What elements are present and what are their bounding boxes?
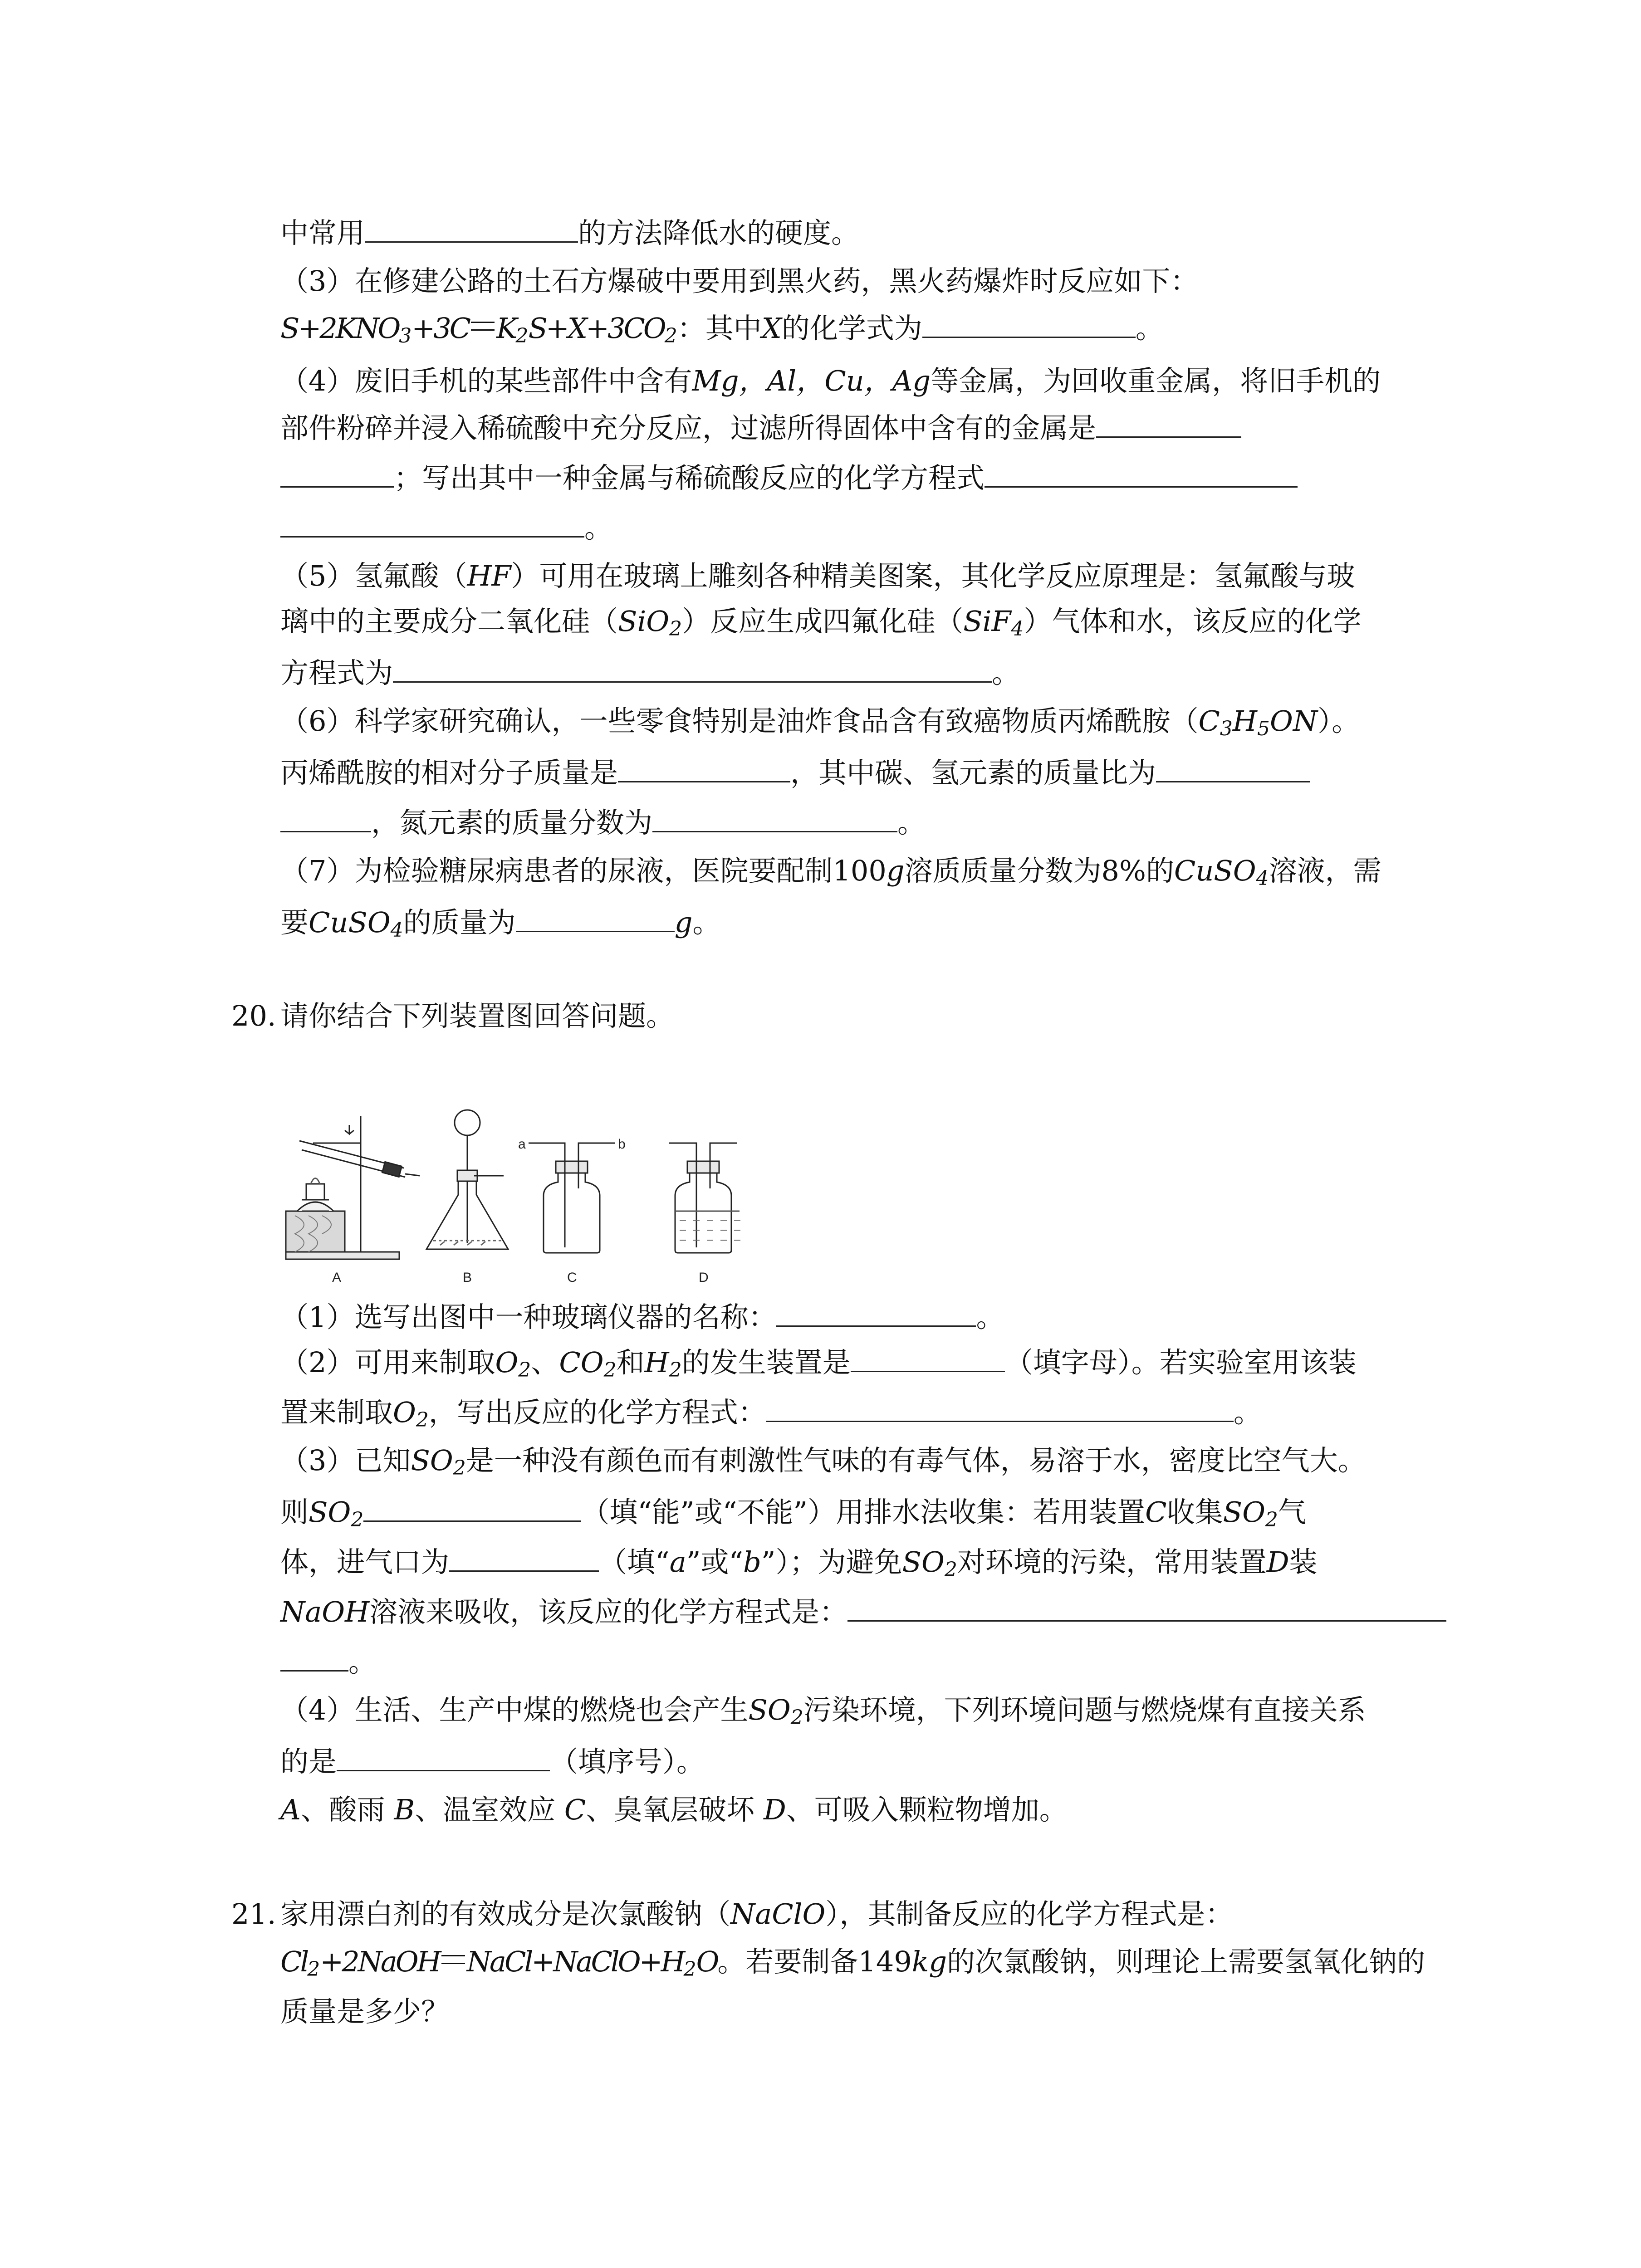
q19-part6-line2: 丙烯酰胺的相对分子质量是 ，其中碳、氢元素的质量比为 (280, 753, 1310, 794)
answer-blank[interactable] (766, 1393, 1234, 1422)
q20-part2-line1: （2）可用来制取$O_2$、$CO_2$和$H_2$的发生装置是 （填字母）。若实验室用该装 (280, 1343, 1357, 1383)
q19-part7-line1: （7）为检验糖尿病患者的尿液，医院要配制100g溶质质量分数为8%的CuSO$_4$溶液，需 (280, 854, 1381, 890)
answer-blank[interactable] (280, 458, 394, 488)
answer-blank[interactable] (280, 803, 371, 832)
answer-blank[interactable] (1156, 753, 1310, 782)
q19-part4-line4: 。 (280, 508, 612, 549)
answer-blank[interactable] (652, 803, 897, 832)
q21-line3: 质量是多少？ (280, 1995, 450, 2028)
q21-line1: 21. 家用漂白剂的有效成分是次氯酸钠（NaClO），其制备反应的化学方程式是： (231, 1896, 1233, 1937)
q19-part5-line2: 璃中的主要成分二氧化硅（SiO$_2$）反应生成四氟化硅（SiF$_4$）气体和水，该反应的化学 (280, 605, 1362, 640)
q19-part6-line3: ，氮元素的质量分数为 。 (280, 803, 926, 844)
answer-blank[interactable] (280, 508, 584, 538)
q19-part4-line1: （4）废旧手机的某些部件中含有Mg，Al，Cu，Ag等金属，为回收重金属，将旧手机的 (280, 364, 1381, 397)
q19-part4-line2: 部件粉碎并浸入稀硫酸中充分反应，过滤所得固体中含有的金属是 (280, 408, 1241, 449)
answer-blank[interactable] (922, 308, 1136, 338)
q20-stem: 20. 请你结合下列装置图回答问题。 (231, 998, 674, 1039)
double-bond-sign (471, 322, 495, 331)
apparatus-d (669, 1143, 740, 1253)
answer-blank[interactable] (280, 1642, 348, 1672)
apparatus-figure (277, 1107, 789, 1288)
answer-blank[interactable] (449, 1542, 599, 1572)
q20-part3-line4: NaOH溶液来吸收，该反应的化学方程式是： (280, 1592, 1446, 1633)
label-c: C (567, 1270, 577, 1285)
apparatus-b (426, 1110, 508, 1249)
q19-part7-line2: 要CuSO$_4$的质量为 g。 (280, 903, 720, 943)
answer-blank[interactable] (393, 653, 992, 683)
answer-blank[interactable] (618, 753, 790, 782)
q20-part1: （1）选写出图中一种玻璃仪器的名称： 。 (280, 1297, 1004, 1338)
q20-part4-line2: 的是 （填序号）。 (280, 1742, 705, 1783)
port-a-label: a (518, 1137, 526, 1152)
apparatus-c (529, 1143, 615, 1253)
apparatus-a (286, 1116, 420, 1259)
question-number: 20. (231, 999, 276, 1032)
q19-part4-line3: ；写出其中一种金属与稀硫酸反应的化学方程式 (280, 458, 1298, 499)
label-b: B (463, 1270, 472, 1285)
answer-blank[interactable] (776, 1297, 976, 1327)
answer-blank[interactable] (365, 213, 578, 243)
answer-blank[interactable] (337, 1742, 550, 1771)
q20-part4-options: A、酸雨 B、温室效应 C、臭氧层破坏 D、可吸入颗粒物增加。 (280, 1793, 1068, 1826)
q19-part2-tail: 中常用 的方法降低水的硬度。 (280, 213, 859, 254)
q19-part5-line3: 方程式为 。 (280, 653, 1020, 694)
q20-part2-line2: 置来制取$O_2$，写出反应的化学方程式： 。 (280, 1393, 1262, 1433)
answer-blank[interactable] (985, 458, 1298, 488)
question-number: 21. (231, 1897, 276, 1931)
q19-part5-line1: （5）氢氟酸（HF）可用在玻璃上雕刻各种精美图案，其化学反应原理是：氢氟酸与玻 (280, 559, 1355, 592)
label-d: D (699, 1270, 709, 1285)
q20-part3-line3: 体，进气口为 （填“a”或“b”）；为避免$SO_2$对环境的污染，常用装置D装 (280, 1542, 1318, 1583)
answer-blank[interactable] (1096, 408, 1241, 438)
answer-blank[interactable] (851, 1343, 1005, 1372)
q20-part3-line5: 。 (280, 1642, 377, 1683)
answer-blank[interactable] (363, 1492, 581, 1522)
q20-part4-line1: （4）生活、生产中煤的燃烧也会产生$SO_2$污染环境，下列环境问题与燃烧煤有直接关系 (280, 1693, 1366, 1729)
q20-part3-line1: （3）已知$SO_2$是一种没有颜色而有刺激性气味的有毒气体，易溶于水，密度比空气大。 (280, 1444, 1366, 1480)
q19-part3-equation: $S+2KNO_3+3C$ $K_2S+X+3CO_2$：其中X的化学式为 。 (280, 308, 1164, 349)
q19-part6-line1: （6）科学家研究确认，一些零食特别是油炸食品含有致癌物质丙烯酰胺$(C_3H_5ON)$。 (280, 704, 1360, 740)
answer-blank[interactable] (847, 1592, 1446, 1622)
q19-part3-text: （3）在修建公路的土石方爆破中要用到黑火药，黑火药爆炸时反应如下： (280, 264, 1199, 298)
label-a: A (332, 1270, 342, 1285)
port-b-label: b (618, 1137, 626, 1152)
answer-blank[interactable] (516, 903, 675, 932)
double-bond-sign (441, 1955, 465, 1964)
q21-line2: $Cl_2+2NaOH$ $NaCl+NaClO+H_2O$。若要制备149kg的次氯酸钠，则理论上需要氢氧化钠的 (280, 1945, 1425, 1981)
q20-part3-line2: 则$SO_2$ （填“能”或“不能”）用排水法收集：若用装置C收集$SO_2$气 (280, 1492, 1306, 1533)
